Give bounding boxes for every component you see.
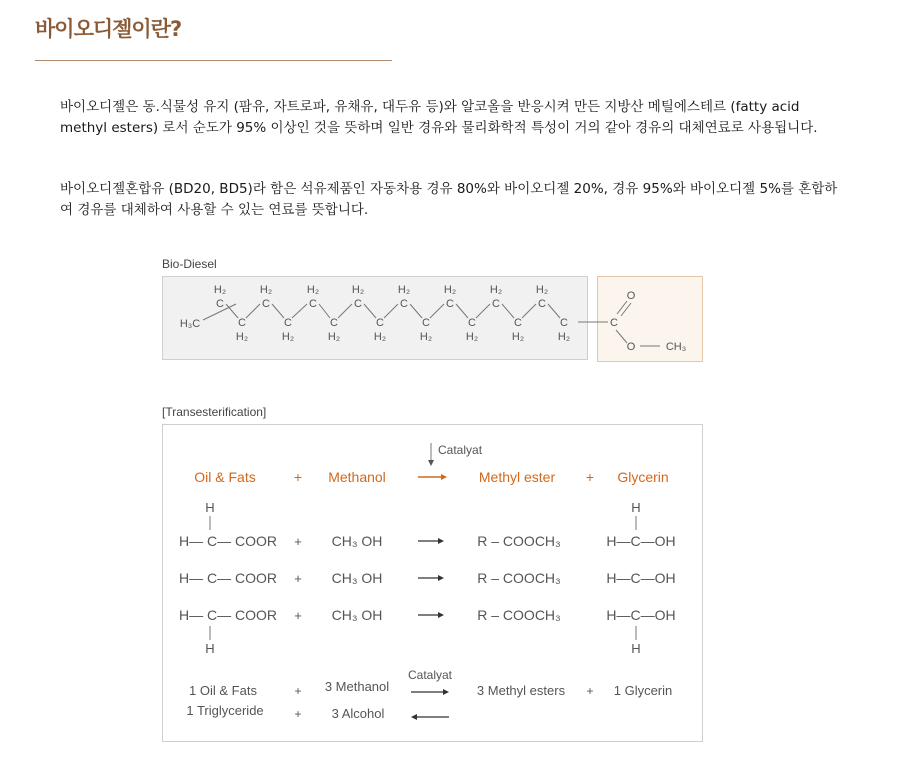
methanol-row: CH₃ OH	[331, 533, 383, 549]
ester-oxygen-label: O	[626, 341, 636, 353]
row-plus: +	[294, 608, 302, 623]
summary-methanol: 3 Methanol	[324, 679, 390, 694]
methyl-ester-row: R – COOCH₃	[477, 533, 561, 549]
hydrogen-label: H₂	[511, 331, 525, 343]
header-methanol: Methanol	[328, 469, 386, 485]
glycerin-row: H—C—OH	[606, 533, 676, 549]
summary-oil-fats: 1 Oil & Fats	[189, 683, 257, 698]
hydrogen-label: H₂	[443, 284, 457, 296]
summary-methyl-esters: 3 Methyl esters	[476, 683, 566, 698]
header-arrowhead	[441, 474, 447, 480]
row-arrowhead	[438, 538, 444, 544]
summary-glycerin: 1 Glycerin	[613, 683, 673, 698]
header-glycerin: Glycerin	[617, 469, 669, 485]
summary-catalyst: Catalyat	[407, 668, 453, 682]
ester-methyl-label: CH₃	[665, 341, 687, 353]
hydrogen-label: H₂	[213, 284, 227, 296]
carbon-label: C	[330, 317, 338, 329]
forward-arrowhead	[443, 689, 449, 695]
row-plus: +	[294, 571, 302, 586]
carbon-label: C	[446, 298, 454, 310]
hydrogen-label: H₂	[489, 284, 503, 296]
hydrogen-label: H₂	[327, 331, 341, 343]
glycerin-row: H—C—OH	[606, 570, 676, 586]
methyl-ester-row: R – COOCH₃	[477, 607, 561, 623]
ester-carbon-label: C	[610, 317, 618, 329]
glycerin-top-h: H	[631, 500, 641, 515]
header-methyl-ester: Methyl ester	[478, 469, 556, 485]
methyl-group-label: H₃C	[179, 318, 201, 330]
transesterification-label: [Transesterification]	[162, 405, 267, 419]
row-arrowhead	[438, 575, 444, 581]
carbon-label: C	[238, 317, 246, 329]
glycerin-bottom-h: H	[631, 641, 641, 656]
hydrogen-label: H₂	[557, 331, 571, 343]
hydrogen-label: H₂	[259, 284, 273, 296]
hydrogen-label: H₂	[419, 331, 433, 343]
carbon-label: C	[400, 298, 408, 310]
methyl-ester-row: R – COOCH₃	[477, 570, 561, 586]
carbonyl-oxygen-label: O	[626, 290, 636, 302]
triglyceride-top-h: H	[205, 500, 215, 515]
catalyst-label: Catalyat	[438, 443, 483, 457]
hydrogen-label: H₂	[397, 284, 411, 296]
summary-plus: +	[294, 684, 302, 698]
carbon-label: C	[216, 298, 224, 310]
carbon-label: C	[376, 317, 384, 329]
biodiesel-figure-label: Bio-Diesel	[162, 257, 217, 271]
row-plus: +	[294, 534, 302, 549]
triglyceride-row: H— C— COOR	[179, 533, 277, 549]
header-oil-fats: Oil & Fats	[194, 469, 256, 485]
carbon-label: C	[492, 298, 500, 310]
carbon-label: C	[560, 317, 568, 329]
carbon-label: C	[284, 317, 292, 329]
triglyceride-row: H— C— COOR	[179, 607, 277, 623]
header-plus: +	[585, 469, 595, 485]
triglyceride-bottom-h: H	[205, 641, 215, 656]
summary-triglyceride: 1 Triglyceride	[186, 703, 264, 718]
carbon-label: C	[514, 317, 522, 329]
hydrogen-label: H₂	[306, 284, 320, 296]
carbon-label: C	[468, 317, 476, 329]
carbon-label: C	[309, 298, 317, 310]
carbon-label: C	[354, 298, 362, 310]
header-plus: +	[293, 469, 303, 485]
triglyceride-row: H— C— COOR	[179, 570, 277, 586]
carbon-label: C	[422, 317, 430, 329]
summary-alcohol: 3 Alcohol	[331, 706, 385, 721]
glycerin-row: H—C—OH	[606, 607, 676, 623]
row-arrowhead	[438, 612, 444, 618]
hydrogen-label: H₂	[235, 331, 249, 343]
reverse-arrowhead	[411, 714, 417, 720]
summary-plus: +	[294, 707, 302, 721]
hydrogen-label: H₂	[351, 284, 365, 296]
carbon-label: C	[538, 298, 546, 310]
paragraph-blend: 바이오디젤혼합유 (BD20, BD5)라 함은 석유제품인 자동차용 경유 80%와 바이오디젤 20%, 경유 95%와 바이오디젤 5%를 혼합하여 경유를 대체하여 사용할 수 있는 연료를 뜻합니다.	[60, 181, 838, 218]
methanol-row: CH₃ OH	[331, 607, 383, 623]
paragraph-definition: 바이오디젤은 동.식물성 유지 (팜유, 자트로파, 유채유, 대두유 등)와 알코올을 반응시켜 만든 지방산 메틸에스테르 (fatty acid methyl esters) 로서 순도가 95% 이상인 것을 뜻하며 일반 경유와 물리화학적 특성이 거의 같아 경유의 대체연료로 사용됩니다.	[60, 99, 818, 136]
page-title: 바이오디젤이란?	[35, 17, 182, 41]
summary-plus: +	[586, 684, 594, 698]
hydrogen-label: H₂	[465, 331, 479, 343]
catalyst-arrowhead	[428, 460, 434, 466]
carbon-label: C	[262, 298, 270, 310]
hydrogen-label: H₂	[281, 331, 295, 343]
hydrogen-label: H₂	[535, 284, 549, 296]
hydrogen-label: H₂	[373, 331, 387, 343]
methanol-row: CH₃ OH	[331, 570, 383, 586]
